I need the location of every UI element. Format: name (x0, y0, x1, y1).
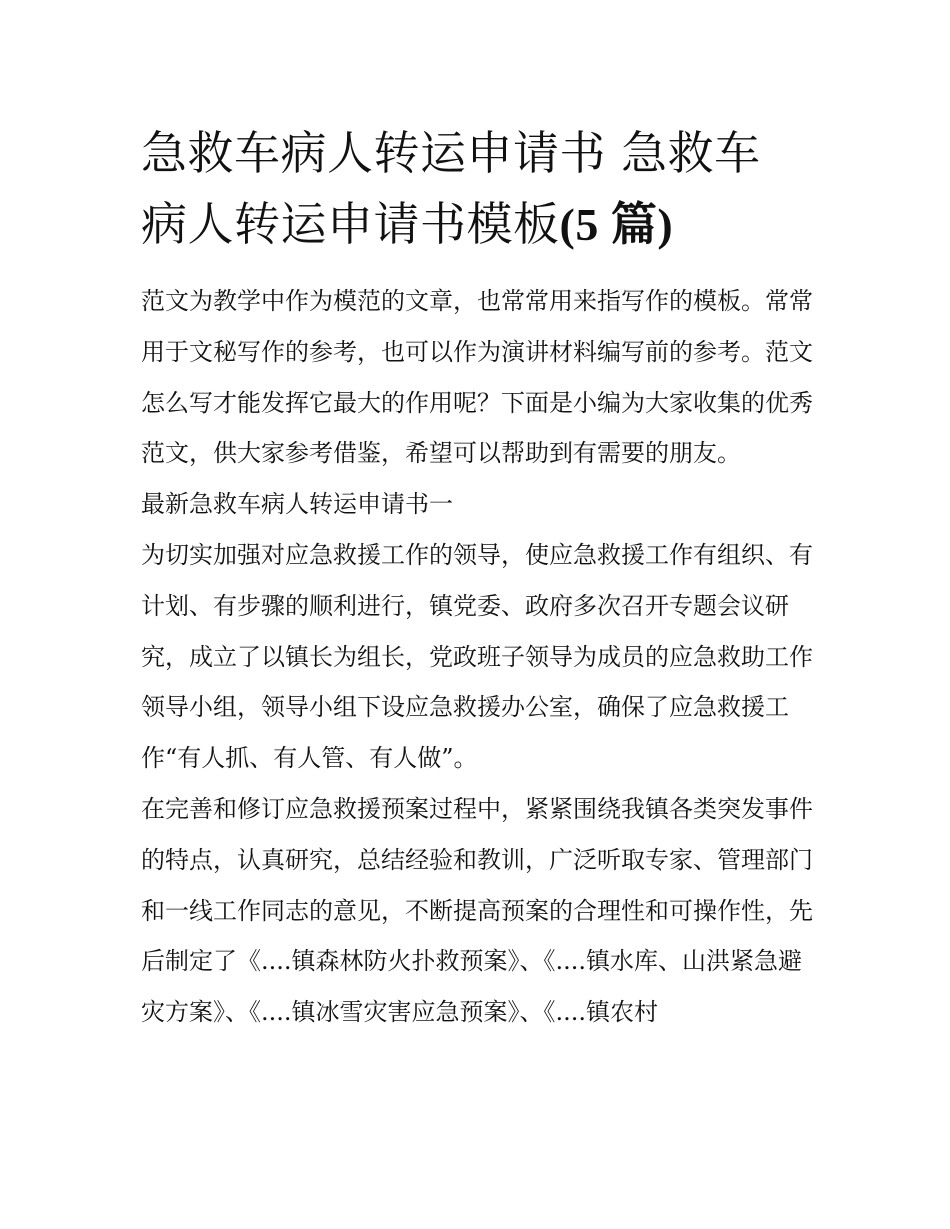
section-heading: 最新急救车病人转运申请书一 (141, 490, 453, 519)
document-title (141, 118, 821, 260)
title-count: (5 篇) (559, 199, 674, 250)
intro-paragraph: 范文为教学中作为模范的文章，也常常用来指写作的模板。常常用于文秘写作的参考，也可以作为演讲材料编写前的参考。范文怎么写才能发挥它最大的作用呢？下面是小编为大家收集的优秀范文，供大家参考借鉴，希望可以帮助到有需要的朋友。 (141, 287, 813, 468)
title-line-1: 急救车病人转运申请书 急救车 (141, 126, 761, 180)
document-body (141, 276, 816, 1038)
body-paragraph: 为切实加强对应急救援工作的领导，使应急救援工作有组织、有计划、有步骤的顺利进行，镇党委、政府多次召开专题会议研究，成立了以镇长为组长，党政班子领导为成员的应急救助工作领导小组，领导小组下设应急救援办公室，确保了应急救援工作“有人抓、有人管、有人做”。 (141, 540, 813, 773)
body-paragraph: 在完善和修订应急救援预案过程中，紧紧围绕我镇各类突发事件的特点，认真研究，总结经验和教训，广泛听取专家、管理部门和一线工作同志的意见，不断提高预案的合理性和可操作性，先后制定了《....镇森林防火扑救预案》、《....镇水库、山洪紧急避灾方案》、《....镇冰雪灾害应急预案》、《....镇农村 (141, 794, 813, 1027)
title-line-2: 病人转运申请书模板 (141, 197, 560, 251)
